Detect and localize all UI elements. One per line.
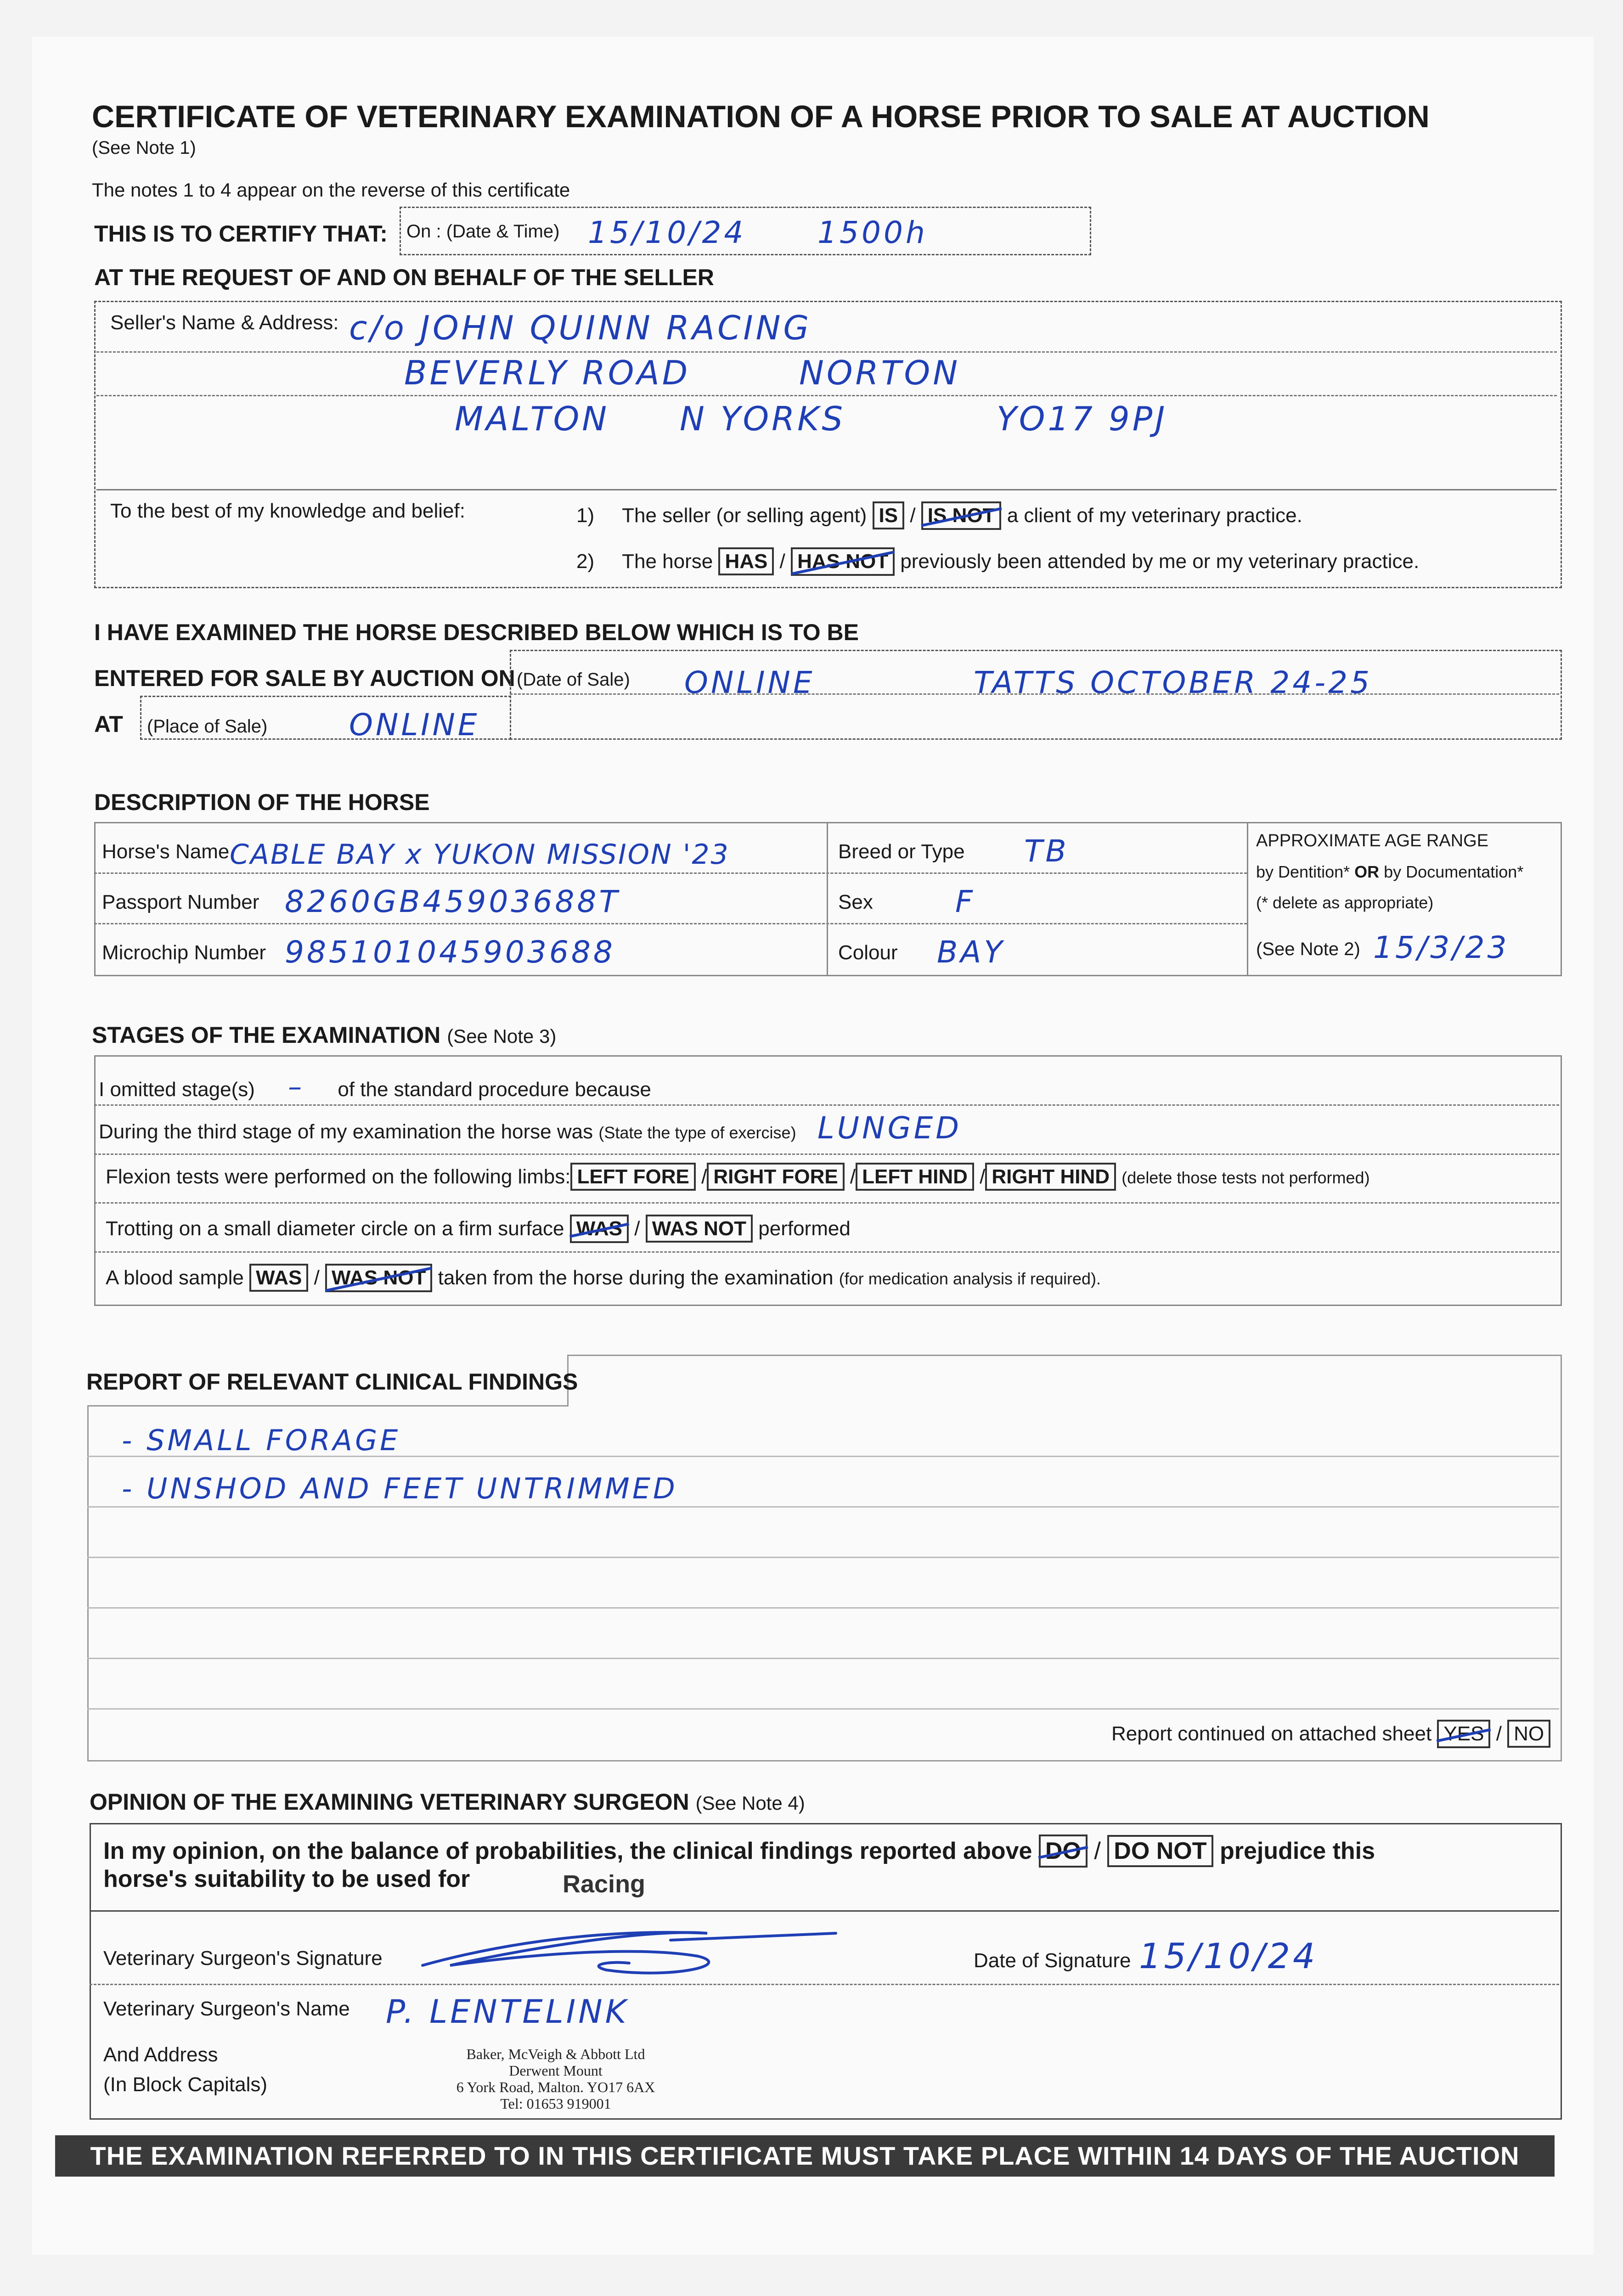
statement-1: 1) The seller (or selling agent) IS / IS NOT a client of my veterinary practice. — [576, 501, 1302, 530]
breed-label: Breed or Type — [838, 840, 965, 863]
seller-line3-b[interactable]: N YORKS — [680, 400, 846, 438]
knowledge-label: To the best of my knowledge and belief: — [110, 500, 465, 522]
colour-value[interactable]: BAY — [937, 934, 1005, 970]
age-title: APPROXIMATE AGE RANGE — [1256, 831, 1489, 850]
date-of-signature-label: Date of Signature — [974, 1949, 1131, 1972]
seller-heading: AT THE REQUEST OF AND ON BEHALF OF THE SELLER — [94, 264, 714, 290]
sex-label: Sex — [838, 891, 873, 913]
certify-label: THIS IS TO CERTIFY THAT: — [94, 221, 388, 247]
right-hind-option[interactable]: RIGHT HIND — [985, 1163, 1116, 1191]
title-note: (See Note 1) — [92, 138, 196, 158]
age-method: by Dentition* OR by Documentation* — [1256, 862, 1524, 881]
signature-date[interactable]: 15/10/24 — [1139, 1936, 1318, 1976]
passport-label: Passport Number — [102, 891, 259, 913]
horse-name-label: Horse's Name — [102, 840, 230, 863]
opinion-statement-2: horse's suitability to be used for — [103, 1866, 470, 1892]
sale-place[interactable]: ONLINE — [349, 707, 480, 743]
breed-value[interactable]: TB — [1024, 833, 1069, 869]
blood-row: A blood sample WAS / WAS NOT taken from the horse during the examination (for medication analysis if required). — [106, 1264, 1101, 1292]
age-delete-note: (* delete as appropriate) — [1256, 893, 1434, 912]
address-label-2: (In Block Capitals) — [103, 2073, 268, 2096]
exam-date: 15/10/24 — [588, 215, 746, 250]
address-label-1: And Address — [103, 2043, 218, 2066]
report-box — [87, 1355, 1562, 1761]
opinion-statement: In my opinion, on the balance of probabilities, the clinical findings reported above DO / DO NOT prejudice this — [103, 1835, 1375, 1868]
microchip-label: Microchip Number — [102, 941, 266, 964]
seller-line2-a[interactable]: BEVERLY ROAD — [404, 354, 691, 392]
vet-signature — [413, 1915, 850, 1984]
omitted-row: I omitted stage(s) – of the standard procedure because — [99, 1071, 651, 1103]
age-see-note: (See Note 2) — [1256, 939, 1360, 959]
option-is-not[interactable]: IS NOT — [921, 501, 1002, 530]
footer-banner: THE EXAMINATION REFERRED TO IN THIS CERTIFICATE MUST TAKE PLACE WITHIN 14 DAYS OF THE AUCTION — [55, 2135, 1555, 2177]
right-fore-option[interactable]: RIGHT FORE — [707, 1163, 844, 1191]
colour-label: Colour — [838, 941, 898, 964]
third-stage-row: During the third stage of my examination the horse was (State the type of exercise) — [99, 1120, 796, 1143]
left-hind-option[interactable]: LEFT HIND — [856, 1163, 974, 1191]
option-has[interactable]: HAS — [718, 547, 774, 575]
continued-row: Report continued on attached sheet YES / NO — [1111, 1720, 1550, 1748]
stages-heading: STAGES OF THE EXAMINATION (See Note 3) — [92, 1022, 557, 1048]
vet-name-label: Veterinary Surgeon's Name — [103, 1998, 350, 2020]
passport-number[interactable]: 8260GB45903688T — [285, 884, 620, 919]
sex-value[interactable]: F — [955, 884, 975, 919]
exam-time: 1500h — [817, 215, 928, 250]
seller-line3-a[interactable]: MALTON — [455, 400, 610, 438]
vet-name[interactable]: P. LENTELINK — [386, 1993, 629, 2031]
intended-use[interactable]: Racing — [563, 1870, 646, 1898]
signature-label: Veterinary Surgeon's Signature — [103, 1947, 383, 1970]
left-fore-option[interactable]: LEFT FORE — [570, 1163, 695, 1191]
trot-was-not-option[interactable]: WAS NOT — [646, 1215, 753, 1243]
option-has-not[interactable]: HAS NOT — [791, 547, 895, 576]
horse-heading: DESCRIPTION OF THE HORSE — [94, 789, 430, 815]
sale-heading-1: I HAVE EXAMINED THE HORSE DESCRIBED BELOW WHICH IS TO BE — [94, 619, 859, 645]
datetime-label: On : (Date & Time) — [406, 221, 560, 242]
sale-date-b[interactable]: TATTS OCTOBER 24-25 — [974, 665, 1373, 700]
seller-name-label: Seller's Name & Address: — [110, 311, 339, 334]
practice-stamp: Baker, McVeigh & Abbott Ltd Derwent Mount 6 York Road, Malton. YO17 6AX Tel: 01653 919001 — [456, 2046, 655, 2112]
seller-line2-b[interactable]: NORTON — [799, 354, 961, 392]
seller-line1[interactable]: c/o JOHN QUINN RACING — [349, 309, 812, 347]
trot-was-option[interactable]: WAS — [570, 1215, 629, 1243]
seller-section — [94, 301, 1562, 588]
seller-line3-c[interactable]: YO17 9PJ — [997, 400, 1168, 438]
date-of-sale-label: (Date of Sale) — [517, 670, 630, 690]
flexion-row: Flexion tests were performed on the following limbs: LEFT FORE / RIGHT FORE / LEFT HIND / RIGHT HIND (delete those tests not performed) — [106, 1165, 1370, 1188]
omitted-value[interactable]: – — [288, 1071, 305, 1103]
finding-2[interactable]: - UNSHOD AND FEET UNTRIMMED — [122, 1472, 678, 1505]
horse-name[interactable]: CABLE BAY x YUKON MISSION '23 — [230, 838, 730, 871]
place-of-sale-label: (Place of Sale) — [147, 716, 268, 737]
sale-heading-2: ENTERED FOR SALE BY AUCTION ON — [94, 665, 515, 691]
certificate-title: CERTIFICATE OF VETERINARY EXAMINATION OF A HORSE PRIOR TO SALE AT AUCTION — [92, 99, 1430, 134]
opinion-do-not-option[interactable]: DO NOT — [1107, 1835, 1213, 1867]
at-label: AT — [94, 711, 123, 737]
continued-no-option[interactable]: NO — [1507, 1720, 1550, 1748]
microchip-number[interactable]: 985101045903688 — [285, 934, 615, 970]
notes-line: The notes 1 to 4 appear on the reverse of this certificate — [92, 179, 570, 201]
continued-yes-option[interactable]: YES — [1437, 1720, 1490, 1748]
report-heading: REPORT OF RELEVANT CLINICAL FINDINGS — [86, 1369, 578, 1395]
opinion-heading: OPINION OF THE EXAMINING VETERINARY SURGEON (See Note 4) — [90, 1789, 805, 1815]
blood-was-not-option[interactable]: WAS NOT — [325, 1264, 432, 1292]
finding-1[interactable]: - SMALL FORAGE — [122, 1424, 401, 1457]
statement-2: 2) The horse HAS / HAS NOT previously been attended by me or my veterinary practice. — [576, 547, 1419, 576]
age-value[interactable]: 15/3/23 — [1373, 930, 1510, 965]
sale-date-a[interactable]: ONLINE — [684, 665, 815, 700]
blood-was-option[interactable]: WAS — [249, 1264, 308, 1292]
opinion-do-option[interactable]: DO — [1039, 1835, 1088, 1868]
trotting-row: Trotting on a small diameter circle on a firm surface WAS / WAS NOT performed — [106, 1215, 851, 1243]
option-is[interactable]: IS — [873, 501, 905, 529]
exercise-type[interactable]: LUNGED — [817, 1110, 962, 1146]
